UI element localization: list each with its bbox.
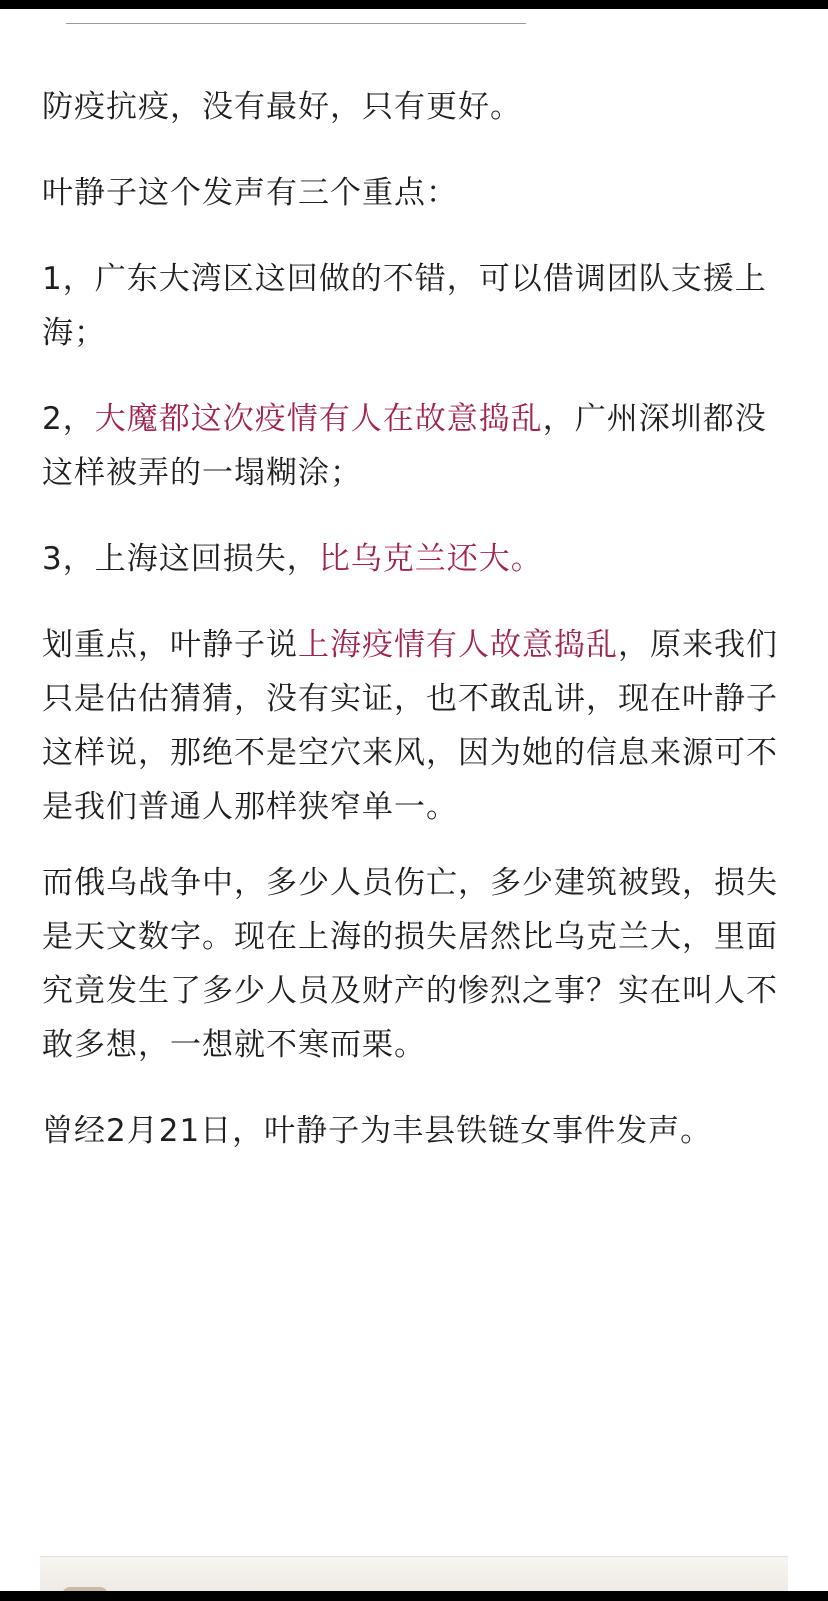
status-bar-edge xyxy=(0,0,828,9)
article-body xyxy=(42,80,792,1190)
paragraph-2 xyxy=(42,166,792,220)
paragraph-3 xyxy=(42,252,792,360)
paragraph-1 xyxy=(42,80,792,134)
paragraph-4 xyxy=(42,392,792,500)
paragraph-1-text: 防疫抗疫，没有最好，只有更好。 xyxy=(42,89,522,125)
paragraph-2-text: 叶静子这个发声有三个重点： xyxy=(42,175,458,211)
paragraph-6-prefix: 划重点，叶静子说 xyxy=(42,627,298,663)
paragraph-6-suffix: ，原来我们只是估估猜猜，没有实证，也不敢乱讲，现在叶静子这样说，那绝不是空穴来风，因为她的信息来源可不是我们普通人那样狭窄单一。 xyxy=(42,627,778,825)
paragraph-8 xyxy=(42,1104,792,1158)
divider-line xyxy=(66,23,526,24)
highlighted-text: 上海疫情有人故意捣乱 xyxy=(298,627,618,663)
bottom-edge xyxy=(0,1591,828,1601)
highlighted-text: 大魔都这次疫情有人在故意捣乱 xyxy=(94,401,543,437)
paragraph-5 xyxy=(42,532,792,586)
paragraph-8-text: 曾经2月21日，叶静子为丰县铁链女事件发声。 xyxy=(42,1113,713,1149)
paragraph-4-suffix: ，广州深圳都没这样被弄的一塌糊涂； xyxy=(42,401,767,491)
paragraph-5-prefix: 3，上海这回损失， xyxy=(42,541,319,577)
paragraph-6 xyxy=(42,618,792,834)
paragraph-7-text: 而俄乌战争中，多少人员伤亡，多少建筑被毁，损失是天文数字。现在上海的损失居然比乌克兰大，里面究竟发生了多少人员及财产的惨烈之事？实在叫人不敢多想，一想就不寒而栗。 xyxy=(42,865,778,1063)
paragraph-3-text: 1，广东大湾区这回做的不错，可以借调团队支援上海； xyxy=(42,261,767,351)
paragraph-4-prefix: 2， xyxy=(42,401,95,437)
paragraph-7 xyxy=(42,856,792,1072)
highlighted-text: 比乌克兰还大。 xyxy=(318,541,543,577)
